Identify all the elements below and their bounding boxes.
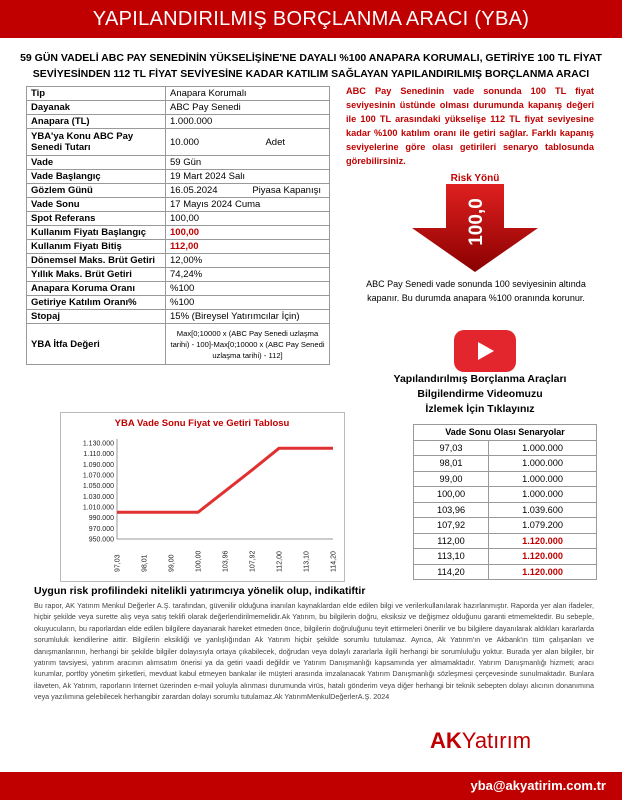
disclaimer-text: Bu rapor, AK Yatırım Menkul Değerler A.Ş. tarafından, güvenilir olduğuna inanılan kaynaklardan elde edilen bilgi ve verilerkullanılarak hazırlanmıştır. Raporda yer alan ifadeler, hiçbir şekilde veya surette alış veya satış teklifi olarak değerlendirilmemelidir.Ak Yatırım, bu bilgilerin doğru, eksiksiz ve değişmez olduğunu garanti etmemektedir. Bu sebeple, okuyucuların, bu raporlardan elde edilen bilgilere dayanarak hareket etmeden önce, bilgilerin doğruluğunu teyit ettirmeleri önerilir ve bu bilgilere dayanılarak aldıkları kararlarda sorumluluk kendilerine aittir. Bilgilerin eksikliği ve yanlışlığından Ak Yatırım hiçbir şekilde sorumlu tutulamaz. Ayrıca, Ak Yatırım'ın ve Akbank'ın tüm çalışanları ve danışmanlarının, herhangi bir şekilde bilgiler dolayısıyla ortaya çıkabilecek, doğrudan veya dolaylı zararlarla ilgili herhangi bir sorumluluğu yoktur. Burada yer alan bilgiler, bir yatırım tavsiyesi, yatırım aracının alımsatım önerisi ya da getiri vaadi değildir ve Yatırım Danışmanlığı kapsamında yer almamaktadır. Yatırım Danışmanlığı hizmeti; aracı kurumlar, portföy yönetim şirketleri, mevduat kabul etmeyen bankalar ile müşteri arasında imzalanacak Yatırım Danışmanlığı sözleşmesi çerçevesinde sunulmaktadır. Bunlara ilaveten, Ak Yatırım, raporların Internet üzerinden e-mail yoluyla alınması durumunda virüs, hatalı gönderim veya diğer herhangi bir teknik sebepten dolayı alıcının donanımına veya yazılımına gelebilecek herhangibir zarardan dolayı sorumlu tutulamaz.Ak YatırımMenkulDeğerlerA.Ş. 2024 [34, 601, 594, 702]
terms-row [27, 268, 330, 282]
terms-value [166, 101, 330, 115]
terms-value-text: 19 Mart 2024 Salı [170, 171, 245, 182]
scenario-row [414, 440, 597, 456]
terms-key: Spot Referans [27, 212, 166, 226]
terms-value [166, 240, 330, 254]
video-play-icon[interactable] [454, 330, 516, 372]
chart-x-tick: 112,00 [276, 551, 284, 572]
terms-row [27, 226, 330, 240]
terms-value-text: Anapara Korumalı [170, 88, 247, 99]
chart-y-tick: 1.130.000 [82, 440, 114, 448]
video-link-line2: Bilgilendirme Videomuzu [417, 388, 543, 400]
scenario-price: 97,03 [414, 440, 489, 456]
terms-key: Anapara (TL) [27, 115, 166, 129]
scenario-price: 103,96 [414, 502, 489, 518]
terms-row [27, 101, 330, 115]
terms-value-text: %100 [170, 297, 195, 308]
terms-row [27, 254, 330, 268]
terms-value [166, 184, 330, 198]
terms-value-text: 100,00 [170, 227, 200, 238]
terms-key: Vade Sonu [27, 198, 166, 212]
scenario-price: 99,00 [414, 471, 489, 487]
chart-y-tick: 990.000 [88, 515, 114, 523]
terms-row [27, 212, 330, 226]
terms-key: YBA'ya Konu ABC Pay Senedi Tutarı [27, 129, 166, 156]
chart-x-tick: 100,00 [195, 550, 203, 572]
terms-row [27, 87, 330, 101]
terms-row [27, 156, 330, 170]
terms-value-text: 59 Gün [170, 157, 202, 168]
risk-level: 100,0 [466, 198, 487, 246]
payoff-chart [60, 412, 345, 582]
terms-key: Vade Başlangıç [27, 170, 166, 184]
terms-value-text: 112,00 [170, 241, 199, 252]
scenario-row [414, 456, 597, 472]
terms-value-text: 15% (Bireysel Yatırımcılar İçin) [170, 311, 300, 322]
terms-key: Yıllık Maks. Brüt Getiri [27, 268, 166, 282]
terms-key: Getiriye Katılım Oranı% [27, 296, 166, 310]
scenario-value: 1.039.600 [489, 502, 597, 518]
terms-value-extra: Adet [265, 136, 285, 148]
payoff-chart-svg [61, 413, 344, 581]
terms-key: Anapara Koruma Oranı [27, 282, 166, 296]
scenario-row [414, 564, 597, 580]
scenario-price: 112,00 [414, 533, 489, 549]
scenario-row [414, 502, 597, 518]
terms-key: Tip [27, 87, 166, 101]
scenario-price: 113,10 [414, 549, 489, 565]
akyatirim-logo [430, 728, 531, 754]
scenario-row [414, 533, 597, 549]
terms-key: Stopaj [27, 310, 166, 324]
scenario-value: 1.000.000 [489, 471, 597, 487]
chart-y-tick: 950.000 [88, 536, 114, 544]
video-link-line1: Yapılandırılmış Borçlanma Araçları [393, 373, 567, 385]
terms-row [27, 324, 330, 365]
terms-value [166, 282, 330, 296]
chart-y-tick: 1.050.000 [82, 483, 114, 491]
terms-value-text: 17 Mayıs 2024 Cuma [170, 199, 261, 210]
terms-row [27, 240, 330, 254]
terms-value-text: 74,24% [170, 269, 203, 280]
scenario-row [414, 518, 597, 534]
terms-value-text: 100,00 [170, 213, 200, 224]
terms-row [27, 282, 330, 296]
terms-key: YBA İtfa Değeri [27, 324, 166, 365]
terms-value [166, 212, 330, 226]
chart-x-tick: 98,01 [141, 554, 149, 572]
terms-value [166, 324, 330, 365]
terms-value [166, 268, 330, 282]
terms-value [166, 115, 330, 129]
risk-arrow-icon [402, 170, 548, 274]
scenario-row [414, 487, 597, 503]
terms-row [27, 129, 330, 156]
product-description: ABC Pay Senedinin vade sonunda 100 TL fiyat seviyesinin üstünde olması durumunda kapanış değeri ile 100 TL arasındaki yükselişe 112 TL fiyat seviyesine kadar %100 katılım oranı ile getiri sağlar. Farklı kapanış seviyelerine göre olası getirileri senaryo tablosunda görebilirsiniz. [346, 86, 594, 166]
risk-note: ABC Pay Senedi vade sonunda 100 seviyesinin altında kapanır. Bu durumda anapara %100 oranında korunur. [366, 279, 586, 303]
risk-label: Risk Yönü [450, 173, 500, 184]
terms-value-text: 1.000.000 [170, 116, 213, 127]
terms-value [166, 129, 330, 156]
terms-value [166, 226, 330, 240]
terms-key: Gözlem Günü [27, 184, 166, 198]
chart-x-tick: 107,92 [249, 550, 257, 572]
scenario-header: Vade Sonu Olası Senaryolar [414, 425, 597, 441]
terms-value [166, 310, 330, 324]
terms-value-text: 16.05.2024 [170, 185, 218, 196]
terms-value [166, 296, 330, 310]
scenario-value: 1.000.000 [489, 440, 597, 456]
terms-value [166, 87, 330, 101]
chart-x-tick: 113,10 [303, 551, 311, 572]
terms-row [27, 184, 330, 198]
chart-title: YBA Vade Sonu Fiyat ve Getiri Tablosu [114, 418, 290, 429]
chart-series-line [117, 448, 333, 512]
scenario-price: 100,00 [414, 487, 489, 503]
contact-email-link[interactable]: yba@akyatirim.com.tr [470, 778, 606, 793]
terms-key: Dönemsel Maks. Brüt Getiri [27, 254, 166, 268]
terms-value [166, 254, 330, 268]
terms-row [27, 296, 330, 310]
scenario-value: 1.079.200 [489, 518, 597, 534]
chart-x-tick: 114,20 [330, 551, 338, 572]
terms-value [166, 156, 330, 170]
chart-x-tick: 99,00 [168, 554, 176, 572]
scenario-value: 1.120.000 [489, 549, 597, 565]
terms-value-text: 10.000 [170, 136, 200, 148]
scenario-table [413, 424, 597, 580]
scenario-value: 1.120.000 [489, 564, 597, 580]
scenario-row [414, 549, 597, 565]
scenario-price: 114,20 [414, 564, 489, 580]
page-title: YAPILANDIRILMIŞ BORÇLANMA ARACI (YBA) [0, 0, 622, 38]
logo-yatirim: Yatırım [461, 728, 532, 753]
video-link[interactable] [380, 372, 580, 417]
scenario-value: 1.000.000 [489, 456, 597, 472]
chart-x-tick: 103,96 [222, 550, 230, 572]
chart-y-tick: 1.070.000 [82, 472, 114, 480]
video-link-line3: İzlemek İçin Tıklayınız [425, 403, 535, 415]
chart-y-tick: 1.090.000 [82, 461, 114, 469]
terms-value-text: Max[0;10000 x (ABC Pay Senedi uzlaşma tarihi) - 100]-Max[0;10000 x (ABC Pay Senedi uzlaşma tarihi) - 112] [170, 328, 325, 360]
terms-value-text: 12,00% [170, 255, 203, 266]
terms-value-text: %100 [170, 283, 195, 294]
scenario-row [414, 471, 597, 487]
terms-value [166, 170, 330, 184]
footer-bar [0, 772, 622, 800]
terms-key: Kullanım Fiyatı Bitiş [27, 240, 166, 254]
chart-y-tick: 1.030.000 [82, 493, 114, 501]
chart-y-tick: 970.000 [88, 525, 114, 533]
terms-value [166, 198, 330, 212]
terms-row [27, 310, 330, 324]
terms-value-text: ABC Pay Senedi [170, 102, 241, 113]
risk-heading: Uygun risk profilindeki nitelikli yatırımcıya yönelik olup, indikatiftir [34, 585, 366, 597]
scenario-value: 1.000.000 [489, 487, 597, 503]
logo-ak: AK [430, 728, 462, 753]
terms-key: Dayanak [27, 101, 166, 115]
terms-value-extra: Piyasa Kapanışı [252, 185, 321, 196]
scenario-price: 107,92 [414, 518, 489, 534]
terms-key: Kullanım Fiyatı Başlangıç [27, 226, 166, 240]
chart-y-tick: 1.110.000 [83, 451, 114, 459]
terms-table [26, 86, 330, 365]
terms-key: Vade [27, 156, 166, 170]
scenario-value: 1.120.000 [489, 533, 597, 549]
scenario-price: 98,01 [414, 456, 489, 472]
terms-row [27, 115, 330, 129]
terms-row [27, 170, 330, 184]
product-subtitle: 59 GÜN VADELİ ABC PAY SENEDİNİN YÜKSELİŞİNE'NE DAYALI %100 ANAPARA KORUMALI, GETİRİYE 100 TL FİYAT SEVİYESİNDEN 112 TL FİYAT SEVİYESİNE KADAR KATILIM SAĞLAYAN YAPILANDIRILMIŞ BORÇLANMA ARACI [20, 52, 602, 80]
terms-row [27, 198, 330, 212]
chart-y-tick: 1.010.000 [82, 504, 114, 512]
chart-x-tick: 97,03 [114, 554, 122, 572]
